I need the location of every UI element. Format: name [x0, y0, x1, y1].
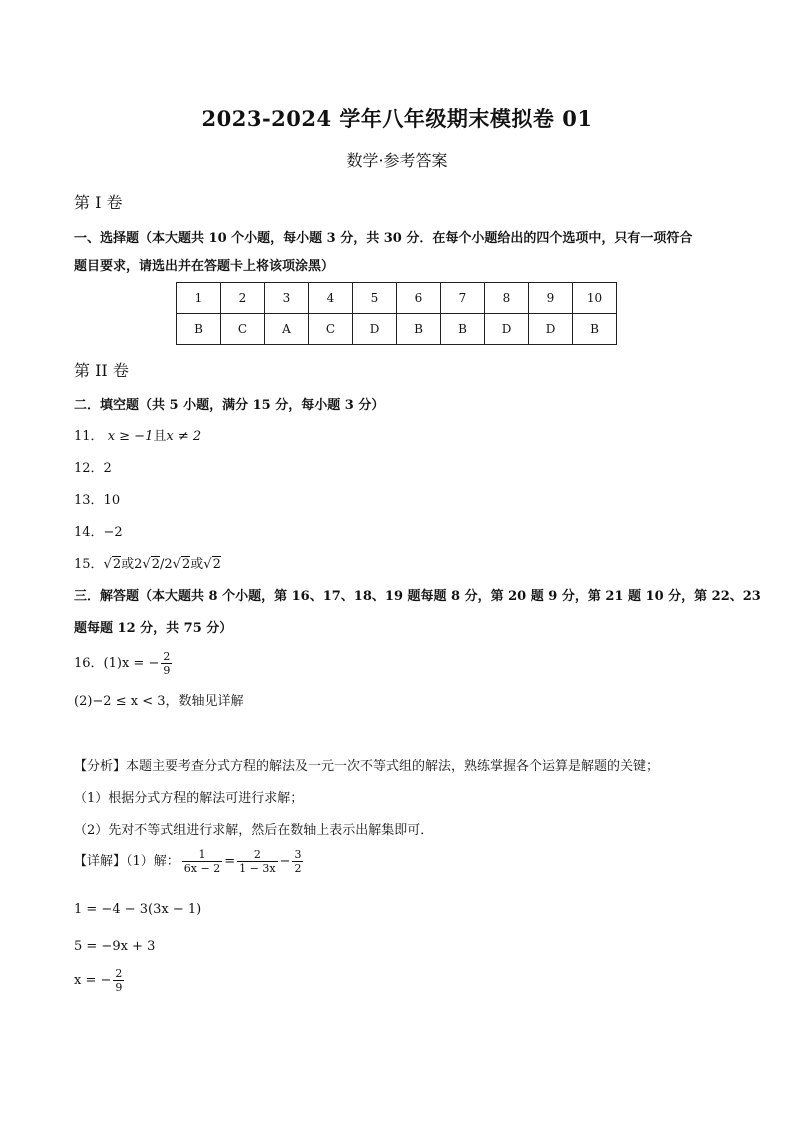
fraction: $\frac{2}{1 - 3x}$	[239, 848, 276, 875]
sqrt-sign: √	[172, 557, 181, 572]
answer-cell: B	[441, 314, 485, 345]
answer-cell: B	[177, 314, 221, 345]
answer-cell: C	[221, 314, 265, 345]
fraction: $\frac{1}{6x - 2}$	[183, 848, 221, 875]
answer-cell: D	[353, 314, 397, 345]
part1-heading: 第 I 卷	[74, 193, 123, 212]
answer-cell: D	[529, 314, 573, 345]
question-number-cell: 2	[221, 283, 265, 314]
answer-cell: C	[309, 314, 353, 345]
question-number-cell: 9	[529, 283, 573, 314]
question-number-cell: 10	[573, 283, 617, 314]
answer-cell: B	[397, 314, 441, 345]
question-number-cell: 7	[441, 283, 485, 314]
fill-heading: 二．填空题（共 5 小题，满分 15 分，每小题 3 分）	[74, 398, 385, 413]
answer-15: 15．√2或2√2/2√2或√2	[74, 557, 221, 572]
solve-heading-line1: 三．解答题（本大题共 8 个小题，第 16、17、18、19 题每题 8 分，第 20 题 9 分，第 21 题 10 分，第 22、23	[74, 589, 761, 604]
question-number-row	[177, 283, 617, 314]
part2-heading: 第 II 卷	[74, 361, 129, 380]
sqrt-sign: √	[103, 557, 112, 572]
answer-13: 13．10	[74, 493, 121, 508]
analysis-text: 【分析】本题主要考查分式方程的解法及一元一次不等式组的解法，熟练掌握各个运算是解题的关键；	[74, 759, 660, 774]
mc-instruction-line1: 一、选择题（本大题共 10 个小题，每小题 3 分，共 30 分．在每个小题给出的四个选项中，只有一项符合	[74, 231, 693, 246]
question-number-cell: 5	[353, 283, 397, 314]
question-number-cell: 6	[397, 283, 441, 314]
question-number-cell: 3	[265, 283, 309, 314]
solution-step-2: 5 = −9x + 3	[74, 939, 156, 954]
answer-row	[177, 314, 617, 345]
answer-cell: A	[265, 314, 309, 345]
sqrt-sign: √	[142, 557, 151, 572]
answer-14: 14．−2	[74, 525, 123, 540]
answer-table	[176, 282, 617, 345]
solution-step-1: 1 = −4 − 3(3x − 1)	[74, 902, 202, 917]
answer-12: 12．2	[74, 461, 112, 476]
detail-equation: 【详解】（1）解： $\frac{1}{6x - 2}$ = $\frac{2}{1 - 3x}$ − $\frac{3}{2}$	[74, 848, 302, 875]
question-number-cell: 4	[309, 283, 353, 314]
fraction: $\frac{2}{9}$	[163, 650, 171, 677]
answer-cell: D	[485, 314, 529, 345]
question-number-cell: 8	[485, 283, 529, 314]
analysis-point-1: （1）根据分式方程的解法可进行求解；	[74, 791, 304, 806]
sqrt-sign: √	[203, 557, 212, 572]
answer-16-2: (2)−2 ≤ x < 3，数轴见详解	[74, 694, 244, 709]
fraction: $\frac{3}{2}$	[294, 848, 302, 875]
analysis-point-2: （2）先对不等式组进行求解，然后在数轴上表示出解集即可．	[74, 823, 434, 838]
solve-heading-line2: 题每题 12 分，共 75 分）	[74, 621, 233, 636]
mc-instruction-line2: 题目要求，请选出并在答题卡上将该项涂黑）	[74, 259, 335, 274]
answer-cell: B	[573, 314, 617, 345]
fraction: $\frac{2}{9}$	[115, 967, 123, 994]
answer-16-1: 16．(1)x = − $\frac{2}{9}$	[74, 650, 171, 677]
page-subtitle: 数学·参考答案	[346, 151, 448, 170]
solution-step-3: x = − $\frac{2}{9}$	[74, 967, 123, 994]
page-title: 2023-2024 学年八年级期末模拟卷 01	[201, 106, 593, 131]
question-number-cell: 1	[177, 283, 221, 314]
answer-11: 11． x ≥ −1且x ≠ 2	[74, 429, 202, 444]
